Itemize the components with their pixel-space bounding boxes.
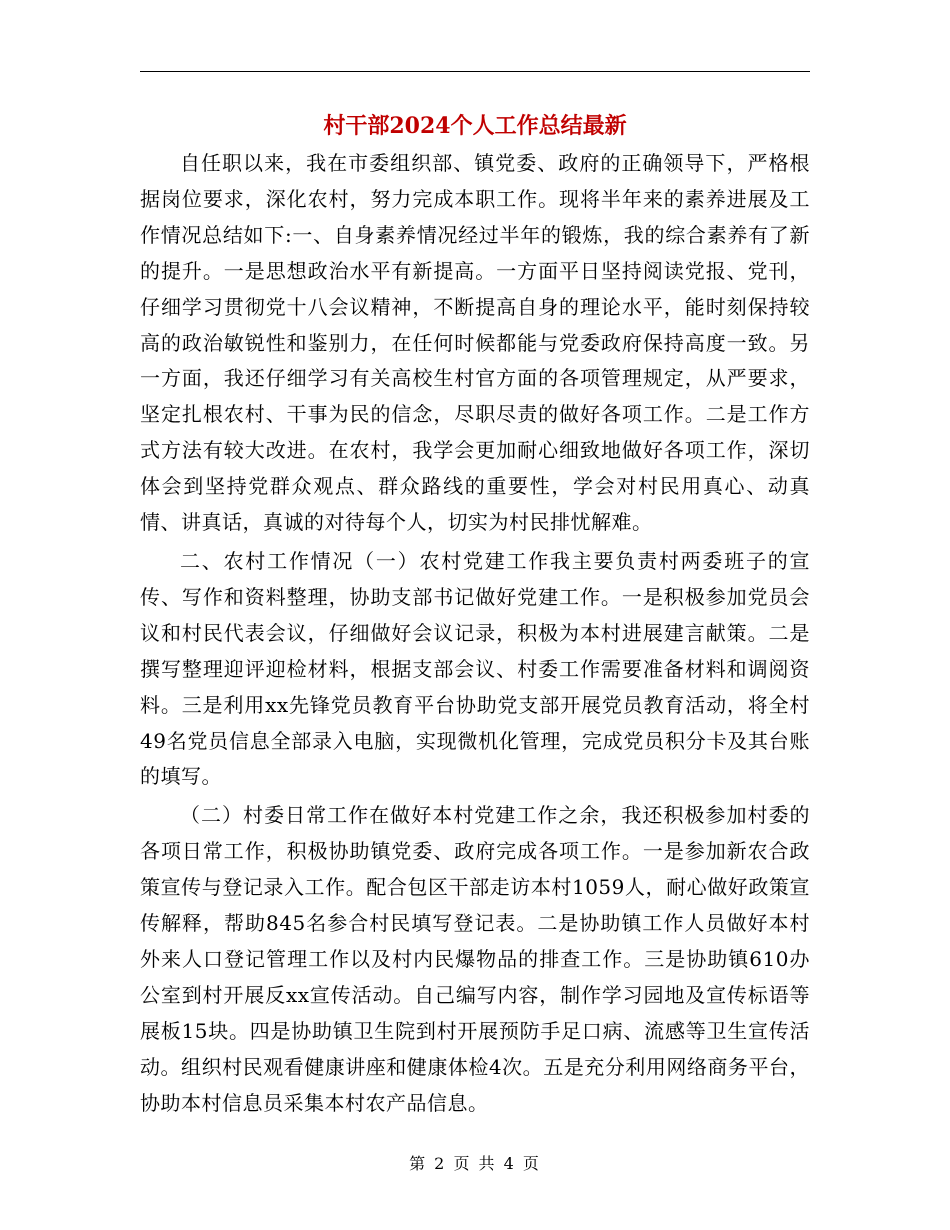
paragraph-3: （二）村委日常工作在做好本村党建工作之余，我还积极参加村委的各项日常工作，积极协助镇党委、政府完成各项工作。一是参加新农合政策宣传与登记录入工作。配合包区干部走访本村1059人，耐心做好政策宣传解释，帮助845名参合村民填写登记表。二是协助镇工作人员做好本村外来人口登记管理工作以及村内民爆物品的排查工作。三是协助镇610办公室到村开展反xx宣传活动。自己编写内容，制作学习园地及宣传标语等展板15块。四是协助镇卫生院到村开展预防手足口病、流感等卫生宣传活动。组织村民观看健康讲座和健康体检4次。五是充分利用网络商务平台，协助本村信息员采集本村农产品信息。	[140, 803, 810, 1115]
paragraph-2: 二、农村工作情况（一）农村党建工作我主要负责村两委班子的宣传、写作和资料整理，协助支部书记做好党建工作。一是积极参加党员会议和村民代表会议，仔细做好会议记录，积极为本村进展建言献策。二是撰写整理迎评迎检材料，根据支部会议、村委工作需要准备材料和调阅资料。三是利用xx先锋党员教育平台协助党支部开展党员教育活动，将全村49名党员信息全部录入电脑，实现微机化管理，完成党员积分卡及其台账的填写。	[140, 548, 810, 789]
document-title: 村干部2024个人工作总结最新	[323, 113, 627, 139]
paragraph-1: 自任职以来，我在市委组织部、镇党委、政府的正确领导下，严格根据岗位要求，深化农村，努力完成本职工作。现将半年来的素养进展及工作情况总结如下:一、自身素养情况经过半年的锻炼，我的综合素养有了新的提升。一是思想政治水平有新提高。一方面平日坚持阅读党报、党刊，仔细学习贯彻党十八会议精神，不断提高自身的理论水平，能时刻保持较高的政治敏锐性和鉴别力，在任何时候都能与党委政府保持高度一致。另一方面，我还仔细学习有关高校生村官方面的各项管理规定，从严要求，坚定扎根农村、干事为民的信念，尽职尽责的做好各项工作。二是工作方式方法有较大改进。在农村，我学会更加耐心细致地做好各项工作，深切体会到坚持党群众观点、群众路线的重要性，学会对村民用真心、动真情、讲真话，真诚的对待每个人，切实为村民排忧解难。	[140, 151, 810, 535]
document-body	[140, 146, 810, 1124]
header-rule	[140, 71, 810, 72]
page-footer: 第 2 页 共 4 页	[409, 1154, 541, 1173]
